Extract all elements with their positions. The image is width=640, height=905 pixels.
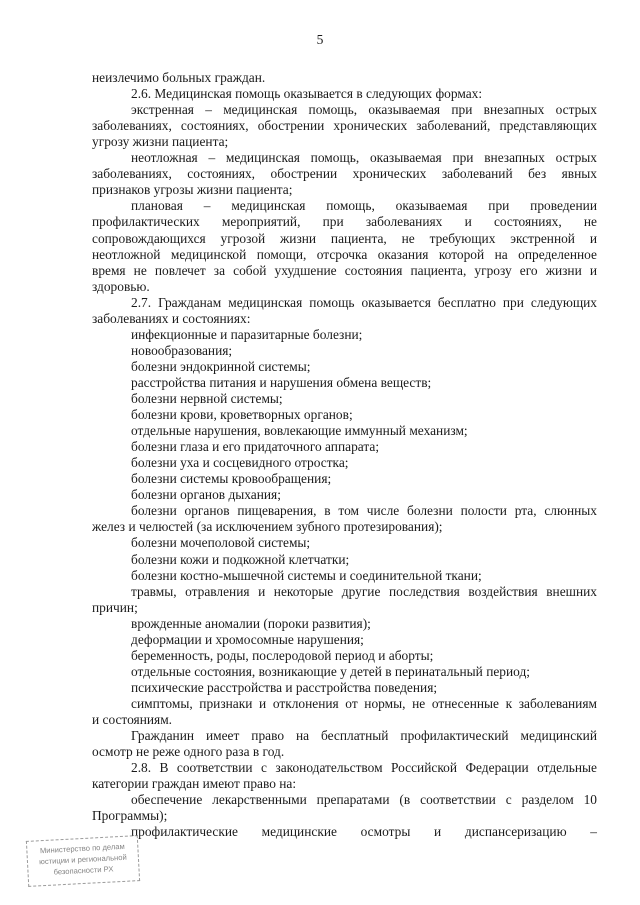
text-line: неизлечимо больных граждан. (92, 70, 266, 85)
text-line: болезни крови, кроветворных органов; (131, 407, 353, 423)
text-line: болезни эндокринной системы; (131, 358, 311, 374)
text-line: Гражданин имеет право на бесплатный профилактический медицинский (131, 728, 597, 744)
page-number: 5 (316, 32, 324, 47)
text-line: обеспечение лекарственными препаратами (в соответствии с разделом 10 (131, 792, 597, 808)
stamp-line: безопасности РХ (53, 864, 114, 877)
text-line: профилактических мероприятий, при заболеваниях и состояниях, не (92, 214, 597, 230)
text-line: заболеваниях, состояниях, обострении хронических заболеваний без явных (92, 166, 597, 182)
text-line: новообразования; (131, 342, 233, 358)
text-line: угрозу жизни пациента; (92, 134, 229, 150)
text-line: деформации и хромосомные нарушения; (131, 631, 364, 647)
text-line: болезни системы кровообращения; (131, 471, 332, 487)
text-line: болезни органов дыхания; (131, 487, 281, 503)
text-line: категории граждан имеют право на: (92, 776, 297, 792)
text-line: отдельные состояния, возникающие у детей в перинатальный период; (131, 663, 531, 679)
text-line: 2.8. В соответствии с законодательством Российской Федерации отдельные (131, 760, 597, 776)
text-line: болезни глаза и его придаточного аппарата; (131, 439, 380, 455)
stamp-line: юстиции и региональной (38, 852, 127, 867)
text-line: неотложная – медицинская помощь, оказываемая при внезапных острых (131, 150, 597, 166)
text-line: и состояниям. (92, 712, 173, 727)
text-line: отдельные нарушения, вовлекающие иммунный механизм; (131, 423, 468, 439)
text-line: причин; (92, 599, 138, 615)
text-line: время не повлечет за собой ухудшение состояния пациента, угрозу его жизни и (92, 262, 597, 278)
registration-stamp (26, 835, 140, 887)
text-line: болезни кожи и подкожной клетчатки; (131, 551, 350, 567)
text-line: инфекционные и паразитарные болезни; (131, 326, 363, 342)
text-line: признаков угрозы жизни пациента; (92, 182, 293, 198)
text-line: плановая – медицинская помощь, оказываемая при проведении (131, 198, 597, 214)
text-line: осмотр не реже одного раза в год. (92, 744, 285, 760)
text-line: 2.7. Гражданам медицинская помощь оказывается бесплатно при следующих (131, 294, 597, 310)
text-line: болезни мочеполовой системы; (131, 535, 311, 551)
text-line: здоровью. (92, 278, 150, 294)
text-line: 2.6. Медицинская помощь оказывается в следующих формах: (131, 86, 483, 102)
text-line: врожденные аномалии (пороки развития); (131, 615, 371, 631)
text-line: болезни уха и сосцевидного отростка; (131, 455, 349, 471)
text-line: травмы, отравления и некоторые другие последствия воздействия внешних (131, 583, 597, 599)
text-line: желез и челюстей (за исключением зубного протезирования); (92, 519, 443, 535)
text-line: Программы); (92, 808, 168, 824)
text-line: болезни органов пищеварения, в том числе болезни полости рта, слюнных (131, 503, 597, 519)
text-line: неотложной медицинской помощи, отсрочка оказания которой на определенное (92, 246, 597, 262)
text-line: экстренная – медицинская помощь, оказываемая при внезапных острых (131, 102, 597, 118)
text-line: профилактические медицинские осмотры и диспансеризацию – (131, 824, 597, 840)
text-line: болезни костно-мышечной системы и соединительной ткани; (131, 567, 482, 583)
text-line: беременность, роды, послеродовой период и аборты; (131, 647, 434, 663)
text-line: симптомы, признаки и отклонения от нормы, не отнесенные к заболеваниям (131, 695, 597, 711)
text-line: болезни нервной системы; (131, 391, 283, 406)
text-line: заболеваниях и состояниях: (92, 310, 251, 326)
stamp-line: Министерство по делам (39, 841, 125, 856)
text-line: психические расстройства и расстройства поведения; (131, 679, 438, 695)
text-line: расстройства питания и нарушения обмена веществ; (131, 374, 432, 390)
text-line: заболеваниях, состояниях, обострении хронических заболеваний, представляющих (92, 118, 597, 134)
text-line: сопровождающихся угрозой жизни пациента, не требующих экстренной и (92, 230, 597, 246)
